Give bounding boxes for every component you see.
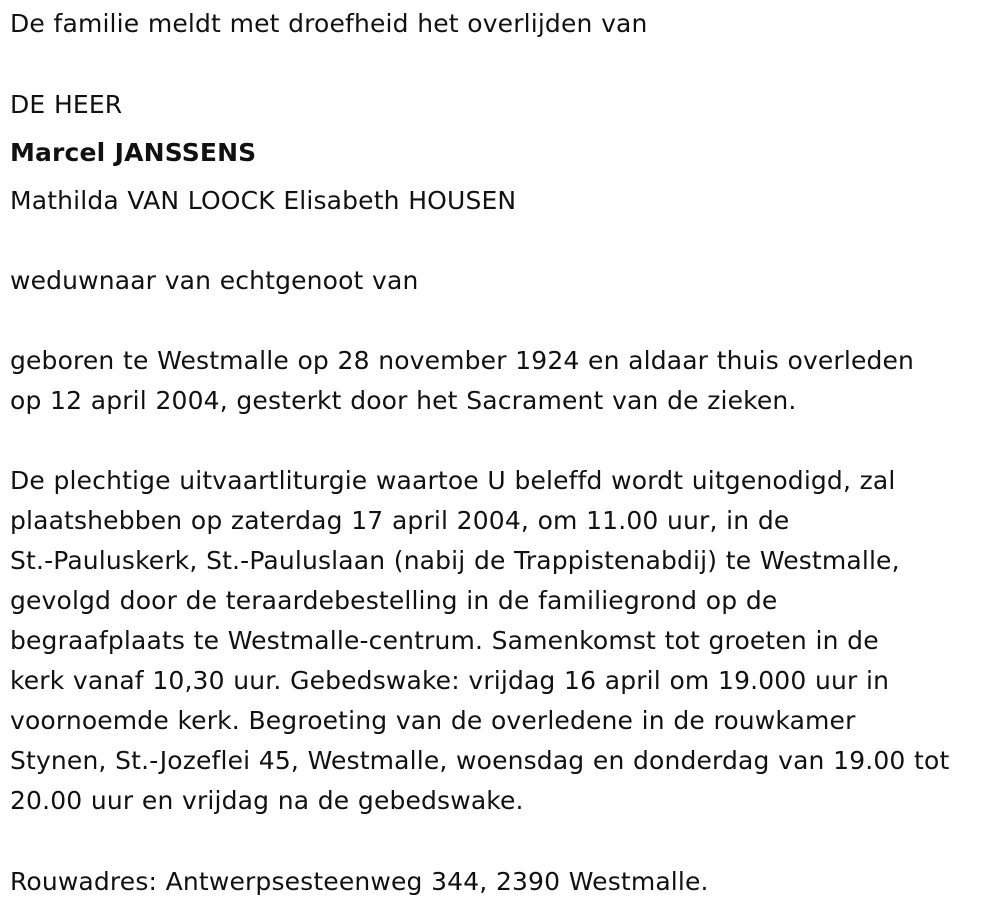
spouse-line: weduwnaar van echtgenoot van: [10, 266, 419, 295]
ceremony-line: voornoemde kerk. Begroeting van de overledene in de rouwkamer: [10, 706, 856, 735]
ceremony-line: St.-Pauluskerk, St.-Pauluslaan (nabij de Trappistenabdij) te Westmalle,: [10, 546, 900, 575]
ceremony-line: kerk vanaf 10,30 uur. Gebedswake: vrijdag 16 april om 19.000 uur in: [10, 666, 890, 695]
ceremony-line: 20.00 uur en vrijdag na de gebedswake.: [10, 786, 524, 815]
relations-text: Mathilda VAN LOOCK Elisabeth HOUSEN: [10, 186, 517, 215]
birth-line: geboren te Westmalle op 28 november 1924 en aldaar thuis overleden: [10, 346, 915, 375]
ceremony-line: begraafplaats te Westmalle-centrum. Samenkomst tot groeten in de: [10, 626, 879, 655]
ceremony-line: gevolgd door de teraardebestelling in de familiegrond op de: [10, 586, 778, 615]
intro-text: De familie meldt met droefheid het overlijden van: [10, 9, 648, 38]
deceased-name: Marcel JANSSENS: [10, 138, 257, 167]
ceremony-line: Stynen, St.-Jozeflei 45, Westmalle, woensdag en donderdag van 19.00 tot: [10, 746, 950, 775]
birth-line: op 12 april 2004, gesterkt door het Sacrament van de zieken.: [10, 386, 797, 415]
ceremony-line: De plechtige uitvaartliturgie waartoe U beleffd wordt uitgenodigd, zal: [10, 466, 896, 495]
title-text: DE HEER: [10, 90, 123, 119]
ceremony-line: plaatshebben op zaterdag 17 april 2004, om 11.00 uur, in de: [10, 506, 790, 535]
address-text: Rouwadres: Antwerpsesteenweg 344, 2390 Westmalle.: [10, 867, 709, 896]
